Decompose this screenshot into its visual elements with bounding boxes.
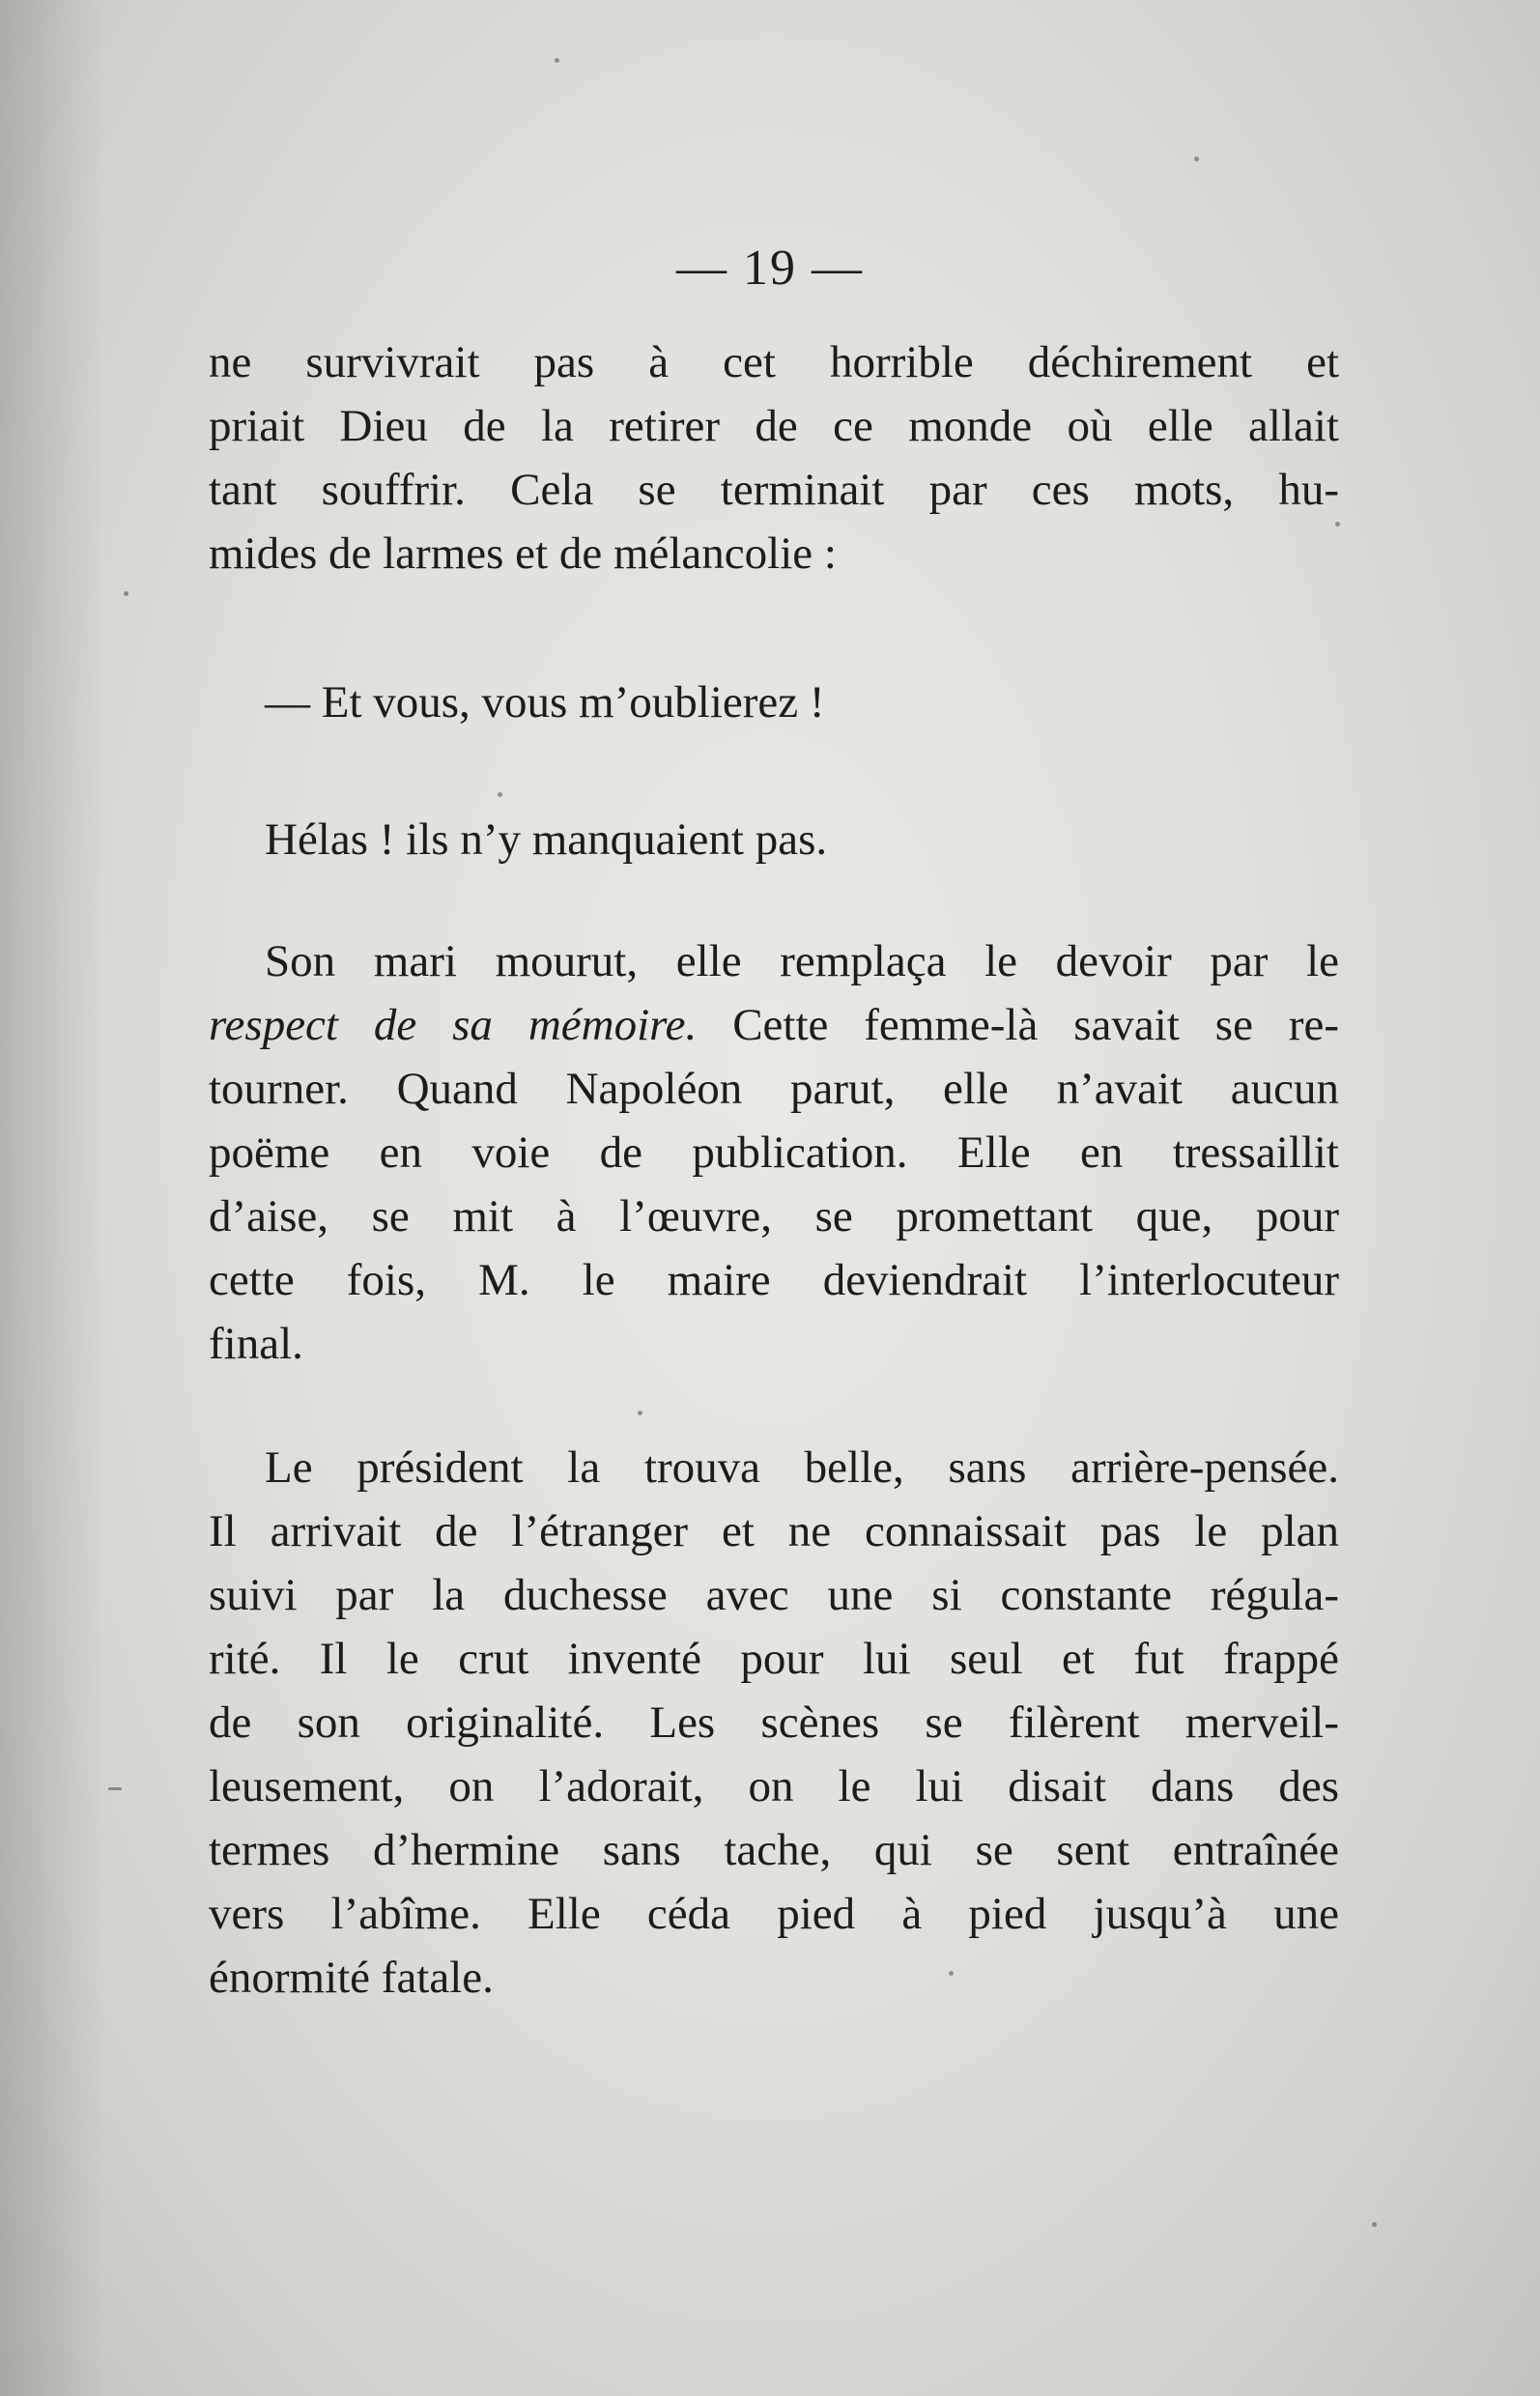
- italic-phrase: respect de sa mémoire.: [209, 1000, 698, 1050]
- paper-speck: [1372, 2222, 1377, 2227]
- text-line: — Et vous, vous m’oublierez !: [265, 677, 825, 727]
- text-line: tourner. Quand Napoléon parut, elle n’avait aucun: [209, 1064, 1339, 1114]
- text-line: Le président la trouva belle, sans arrière-pensée.: [265, 1442, 1339, 1493]
- paragraph-1: [209, 330, 1339, 585]
- text-line: suivi par la duchesse avec une si constante régula-: [209, 1570, 1339, 1620]
- text-line: énormité fatale.: [209, 1953, 494, 2003]
- text-line: cette fois, M. le maire deviendrait l’interlocuteur: [209, 1255, 1339, 1305]
- text-line: Il arrivait de l’étranger et ne connaissait pas le plan: [209, 1506, 1339, 1556]
- text-fragment: Cette femme-là savait se re-: [697, 1000, 1339, 1050]
- text-line: priait Dieu de la retirer de ce monde où elle allait: [209, 401, 1339, 451]
- text-line: Hélas ! ils n’y manquaient pas.: [265, 814, 828, 865]
- paragraph-3: [209, 1436, 1339, 2010]
- paper-speck: [638, 1411, 642, 1415]
- text-line: vers l’abîme. Elle céda pied à pied jusqu’à une: [209, 1889, 1339, 1939]
- paragraph-2: [209, 929, 1339, 1376]
- text-line: ne survivrait pas à cet horrible déchirement et: [209, 337, 1339, 387]
- paper-speck: [108, 1787, 122, 1790]
- dialogue-line: [209, 670, 1339, 734]
- paper-speck: [124, 591, 128, 596]
- text-line: Son mari mourut, elle remplaça le devoir par le: [265, 936, 1339, 986]
- text-line: termes d’hermine sans tache, qui se sent entraînée: [209, 1825, 1339, 1875]
- paper-speck: [1335, 522, 1340, 527]
- text-line: tant souffrir. Cela se terminait par ces mots, hu-: [209, 465, 1339, 515]
- paper-speck: [555, 58, 559, 63]
- page-number: — 19 —: [676, 241, 864, 296]
- text-line-mixed: [209, 993, 1339, 1057]
- text-line: rité. Il le crut inventé pour lui seul et fut frappé: [209, 1634, 1339, 1684]
- paragraph-helas: [209, 808, 1339, 871]
- text-line: poëme en voie de publication. Elle en tressaillit: [209, 1127, 1339, 1178]
- paper-speck: [1194, 157, 1199, 161]
- paper-speck: [949, 1971, 954, 1976]
- text-line: final.: [209, 1319, 303, 1369]
- text-line: mides de larmes et de mélancolie :: [209, 528, 837, 579]
- text-line: d’aise, se mit à l’œuvre, se promettant que, pour: [209, 1191, 1339, 1241]
- text-line: leusement, on l’adorait, on le lui disait dans des: [209, 1761, 1339, 1811]
- paper-speck: [498, 792, 502, 797]
- text-line: de son originalité. Les scènes se filèrent merveil-: [209, 1697, 1339, 1748]
